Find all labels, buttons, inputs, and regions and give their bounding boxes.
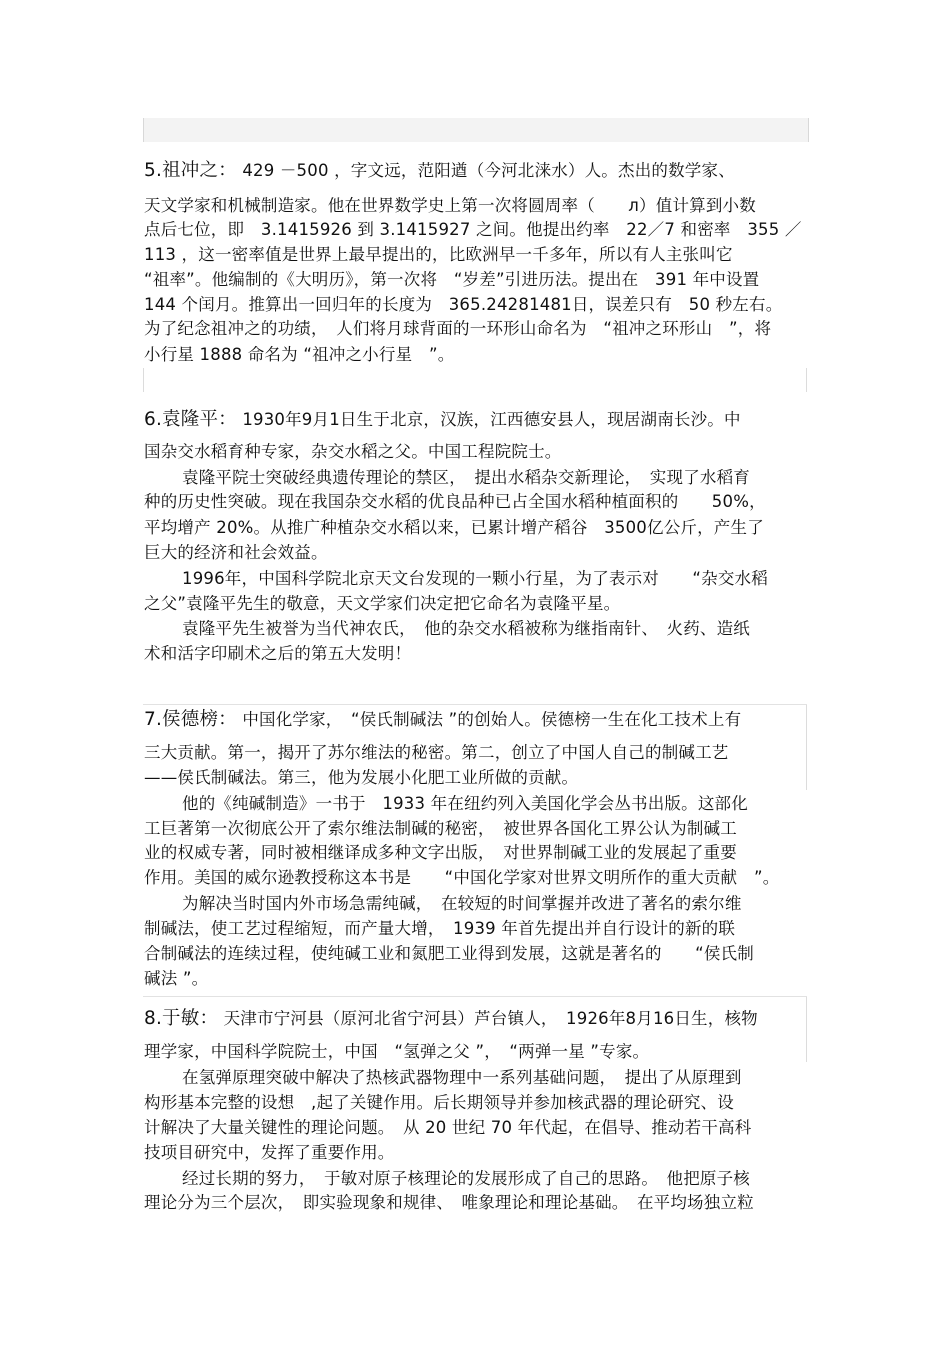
section-7-title: 7.侯德榜： (144, 709, 237, 730)
section-8-line-8: 理论分为三个层次， 即实验现象和规律、 唯象理论和理论基础。 在平均场独立粒 (144, 1193, 754, 1212)
section-7-line-1: 7.侯德榜： 中国化学家， “侯氏制碱法 ”的创始人。侯德榜一生在化工技术上有 (144, 709, 742, 730)
section-8-line-3: 在氢弹原理突破中解决了热核武器物理中一系列基础问题， 提出了从原理到 (182, 1068, 742, 1087)
section-6-title: 6.袁隆平： (144, 409, 237, 430)
section-6-line-1: 6.袁隆平： 1930年9月1日生于北京，汉族，江西德安县人，现居湖南长沙。中 (144, 409, 741, 430)
section-6-line-3: 袁隆平院士突破经典遗传理论的禁区， 提出水稻杂交新理论， 实现了水稻育 (182, 468, 750, 487)
section-8-line-4: 构形基本完整的设想 ,起了关键作用。后长期领导并参加核武器的理论研究、设 (144, 1093, 734, 1112)
section-5-line-8: 小行星 1888 命名为 “祖冲之小行星 ”。 (144, 345, 455, 364)
section-7-line-7: 作用。美国的威尔逊教授称这本书是 “中国化学家对世界文明所作的重大贡献 ”。 (144, 868, 780, 887)
section-5-line-3: 点后七位，即 3.1415926 到 3.1415927 之间。他提出约率 22／7 和密率 355 ／ (144, 220, 802, 239)
section-8-line-7: 经过长期的努力， 于敏对原子核理论的发展形成了自己的思路。 他把原子核 (182, 1169, 750, 1188)
column-rule (143, 368, 144, 392)
section-7-line-11: 碱法 ”。 (144, 969, 209, 988)
section-8-line-5: 计解决了大量关键性的理论问题。 从 20 世纪 70 年代起，在倡导、推动若干高科 (144, 1118, 752, 1137)
section-5-line-7: 为了纪念祖冲之的功绩， 人们将月球背面的一环形山命名为 “祖冲之环形山 ”，将 (144, 319, 772, 338)
section-5-line-6: 144 个闰月。推算出一回归年的长度为 365.24281481日，误差只有 50 秒左右。 (144, 295, 783, 314)
section-7-line-2: 三大贡献。第一，揭开了苏尔维法的秘密。第二，创立了中国人自己的制碱工艺 (144, 743, 729, 762)
section-8-line-2: 理学家，中国科学院院士，中国 “氢弹之父 ”， “两弹一星 ”专家。 (144, 1042, 650, 1061)
section-5-line-4: 113 ，这一密率值是世界上最早提出的，比欧洲早一千多年，所以有人主张叫它 (144, 245, 733, 264)
section-rule (143, 996, 807, 997)
section-5-title: 5.祖冲之： (144, 160, 237, 181)
section-8-title: 8.于敏： (144, 1008, 219, 1029)
section-6-line-4: 种的历史性突破。现在我国杂交水稻的优良品种已占全国水稻种植面积的 50%， (144, 492, 766, 511)
section-6-line-2: 国杂交水稻育种专家，杂交水稻之父。中国工程院院士。 (144, 442, 562, 461)
scan-artifact-band (143, 118, 809, 142)
section-5-line-5: “祖率”。他编制的《大明历》，第一次将 “岁差”引进历法。提出在 391 年中设置 (144, 270, 760, 289)
section-8-line-6: 技项目研究中，发挥了重要作用。 (144, 1143, 395, 1162)
section-6-line-6: 巨大的经济和社会效益。 (144, 543, 328, 562)
section-5-line-2: 天文学家和机械制造家。他在世界数学史上第一次将圆周率（ л）值计算到小数 (144, 196, 756, 215)
section-7-line-8: 为解决当时国内外市场急需纯碱， 在较短的时间掌握并改进了著名的索尔维 (182, 894, 742, 913)
section-7-line-5: 工巨著第一次彻底公开了索尔维法制碱的秘密， 被世界各国化工界公认为制碱工 (144, 819, 737, 838)
section-6-line-10: 术和活字印刷术之后的第五大发明！ (144, 644, 412, 663)
section-8-line-1: 8.于敏： 天津市宁河县（原河北省宁河县）芦台镇人， 1926年8月16日生，核物 (144, 1008, 758, 1029)
section-7-line-3: ——侯氏制碱法。第三，他为发展小化肥工业所做的贡献。 (144, 768, 579, 787)
section-6-line-9: 袁隆平先生被誉为当代神农氏， 他的杂交水稻被称为继指南针、 火药、造纸 (182, 619, 750, 638)
section-6-line-5: 平均增产 20%。从推广种植杂交水稻以来，已累计增产稻谷 3500亿公斤，产生了 (144, 518, 764, 537)
section-rule (143, 704, 807, 705)
section-6-line-8: 之父”袁隆平先生的敬意，天文学家们决定把它命名为袁隆平星。 (144, 594, 621, 613)
section-7-line-6: 业的权威专著，同时被相继译成多种文字出版， 对世界制碱工业的发展起了重要 (144, 843, 737, 862)
section-7-line-10: 合制碱法的连续过程，使纯碱工业和氮肥工业得到发展，这就是著名的 “侯氏制 (144, 944, 754, 963)
column-rule (806, 368, 807, 392)
section-7-line-4: 他的《纯碱制造》一书于 1933 年在纽约列入美国化学会丛书出版。这部化 (182, 794, 748, 813)
section-5-line-1: 5.祖冲之： 429 －500 ，字文远，范阳遒（今河北涞水）人。杰出的数学家、 (144, 160, 735, 181)
section-6-line-7: 1996年，中国科学院北京天文台发现的一颗小行星，为了表示对 “杂交水稻 (182, 569, 768, 588)
section-7-line-9: 制碱法，使工艺过程缩短，而产量大增， 1939 年首先提出并自行设计的新的联 (144, 919, 736, 938)
